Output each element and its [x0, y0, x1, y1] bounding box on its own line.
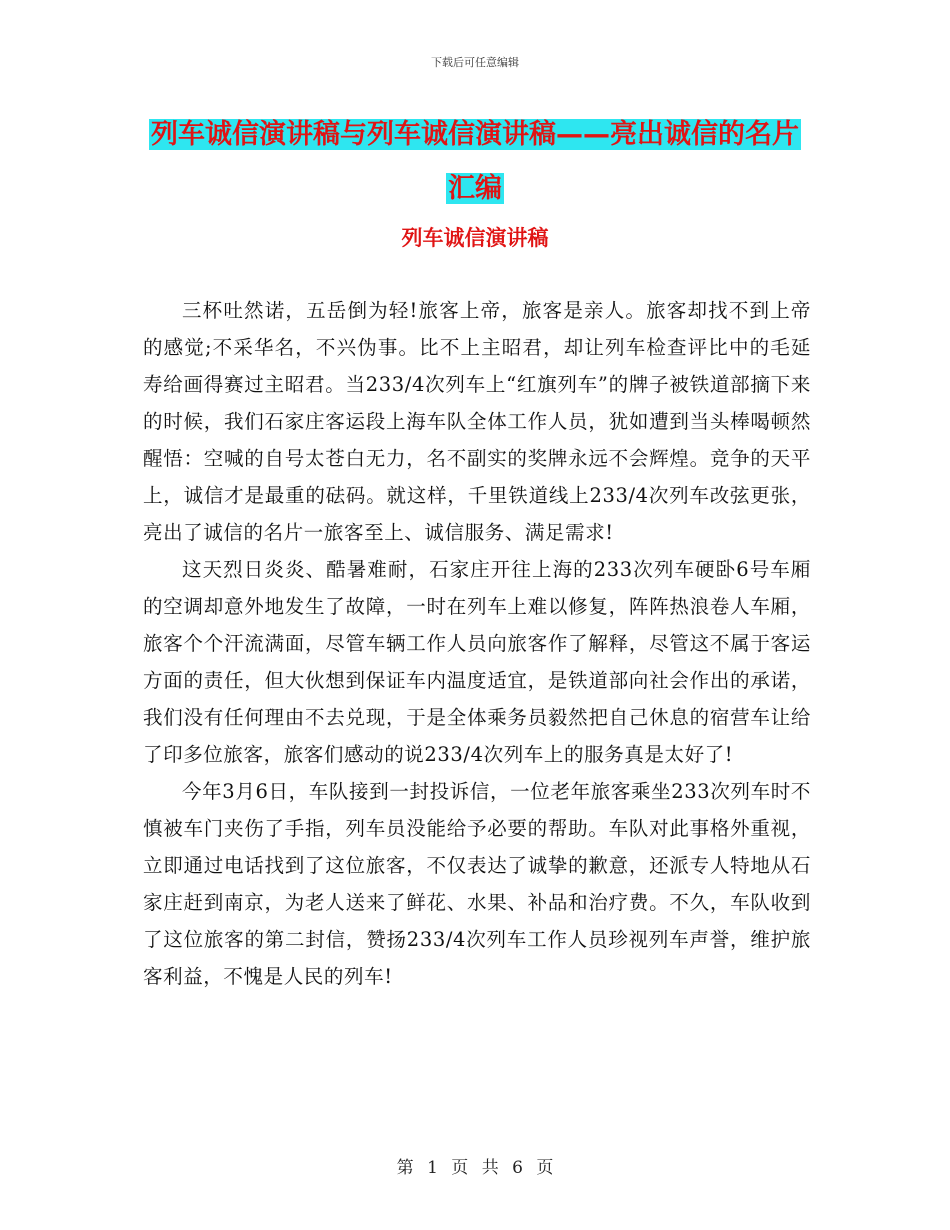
document-title — [145, 108, 805, 216]
header-note: 下载后可任意编辑 — [431, 56, 519, 69]
body-text — [143, 292, 811, 995]
document-title-text: 列车诚信演讲稿与列车诚信演讲稿——亮出诚信的名片汇编 — [151, 119, 799, 204]
paragraph-2: 这天烈日炎炎、酷暑难耐，石家庄开往上海的233次列车硬卧6号车厢的空调却意外地发生了故障，一时在列车上难以修复，阵阵热浪卷人车厢，旅客个个汗流满面，尽管车辆工作人员向旅客作了解释，尽管这不属于客运方面的责任，但大伙想到保证车内温度适宜，是铁道部向社会作出的承诺，我们没有任何理由不去兑现，于是全体乘务员毅然把自己休息的宿营车让给了印多位旅客，旅客们感动的说233/4次列车上的服务真是太好了! — [143, 558, 811, 766]
section-heading: 列车诚信演讲稿 — [401, 226, 549, 250]
paragraph-3: 今年3月6日，车队接到一封投诉信，一位老年旅客乘坐233次列车时不慎被车门夹伤了手指，列车员没能给予必要的帮助。车队对此事格外重视，立即通过电话找到了这位旅客，不仅表达了诚挚的歉意，还派专人特地从石家庄赶到南京，为老人送来了鲜花、水果、补品和治疗费。不久，车队收到了这位旅客的第二封信，赞扬233/4次列车工作人员珍视列车声誉，维护旅客利益，不愧是人民的列车! — [143, 780, 811, 988]
page-footer: 第 1 页 共 6 页 — [396, 1158, 554, 1178]
paragraph-1: 三杯吐然诺，五岳倒为轻!旅客上帝，旅客是亲人。旅客却找不到上帝的感觉;不采华名，不兴伪事。比不上主昭君，却让列车检查评比中的毛延寿给画得赛过主昭君。当233/4次列车上“红旗列车”的牌子被铁道部摘下来的时候，我们石家庄客运段上海车队全体工作人员，犹如遭到当头棒喝顿然醒悟：空喊的自号太苍白无力，名不副实的奖牌永远不会辉煌。竞争的天平上，诚信才是最重的砝码。就这样，千里铁道线上233/4次列车改弦更张，亮出了诚信的名片一旅客至上、诚信服务、满足需求! — [143, 299, 811, 544]
